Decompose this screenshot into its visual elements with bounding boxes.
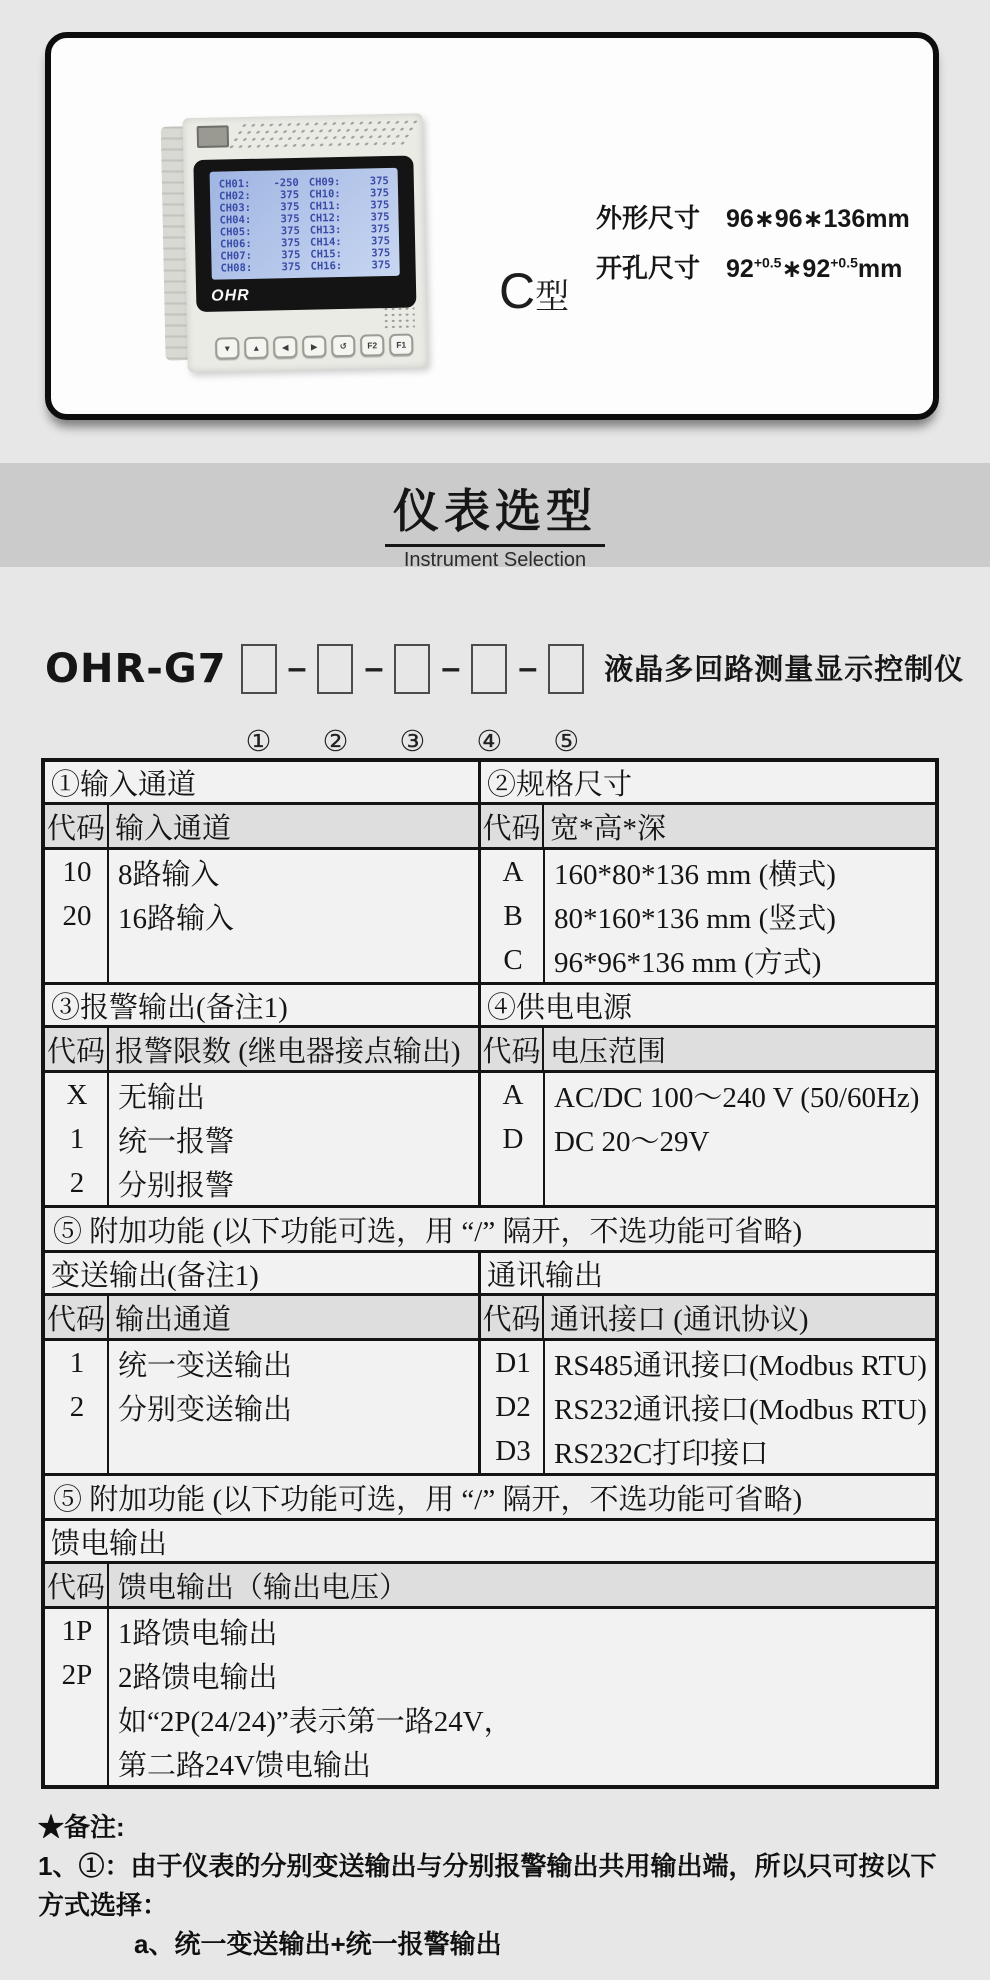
section2-header-row [45,982,935,1025]
model-description: 液晶多回路测量显示控制仪 [604,654,965,686]
feed-output-banner: 馈电输出 [45,1518,935,1561]
table-row: D2 RS232通讯接口(Modbus RTU) [495,1390,927,1426]
lcd-channel: CH08: [220,261,253,275]
device-connector [197,125,229,148]
desc-column-header: 报警限数 (继电器接点输出) [115,1035,461,1068]
device-bezel [193,155,416,312]
section4-header-right: 通讯输出 [478,1253,935,1294]
lcd-channel: CH04: [219,213,252,227]
lcd-channel: CH07: [220,249,253,263]
desc-column-header: 馈电输出（输出电压） [118,1571,409,1604]
section4-left-options [45,1341,478,1473]
model-code-line [45,642,964,759]
circled-number-2: ② [322,726,349,758]
lcd-value: 375 [281,248,301,262]
lcd-value: -250 [273,176,299,190]
lcd-value: 375 [280,200,300,214]
table-row: B 80*160*136 mm (竖式) [503,899,836,935]
table-row: 10 8路输入 [62,855,220,891]
lcd-channel: CH02: [218,189,251,203]
section2-right-options [478,1073,935,1205]
section2-data [45,1070,935,1205]
section-banner [0,463,990,571]
section-subtitle: Instrument Selection [403,549,587,571]
circled-number-4: ④ [476,726,503,758]
product-image [160,105,427,372]
model-code-slot-2 [317,642,353,759]
lcd-value: 375 [280,224,300,238]
model-prefix: OHR-G7 [45,646,227,692]
circled-number-3: ③ [399,726,426,758]
f2-key: F2 [360,334,384,356]
desc-column-header: 通讯接口 (通讯协议) [550,1303,809,1336]
device-keypad [215,334,413,360]
note-line-1: 1、①：由于仪表的分别变送输出与分别报警输出共用输出端，所以只可按以下 [38,1851,937,1881]
model-dash: – [518,649,538,687]
product-card [45,32,939,420]
lcd-left-column [219,177,301,273]
section1-header-row [45,762,935,802]
table-row: 20 16路输入 [62,899,235,935]
table-row: 2P 2路馈电输出 [61,1658,278,1694]
section2-header-right: ④供电电源 [478,985,935,1026]
device-vents [224,118,420,152]
model-code-box [471,644,507,694]
code-column-header: 代码 [45,1028,109,1070]
up-arrow-key-icon: ▲ [244,337,268,359]
lcd-value: 375 [281,260,301,274]
section1-right-options [478,850,935,982]
table-row: 第二路24V馈电输出 [118,1749,371,1782]
lcd-value: 375 [370,234,391,248]
table-row: 1 统一变送输出 [69,1346,293,1382]
table-row: A AC/DC 100～240 V (50/60Hz) [502,1078,920,1114]
section2-left-options [45,1073,478,1205]
section1-subheader-row [45,802,935,847]
code-column-header: 代码 [478,1296,544,1338]
section1-header-left: ①输入通道 [51,769,197,801]
selection-table [41,758,939,1789]
model-type-label: C型 [499,263,570,319]
table-row: A 160*80*136 mm (横式) [502,855,836,891]
model-code-slot-4 [471,642,507,759]
device-lcd [210,168,400,280]
outer-dimension-value: 96∗96∗136mm [726,205,910,233]
section4-header-left: 变送输出(备注1) [51,1260,259,1292]
table-row: C 96*96*136 mm (方式) [503,943,822,979]
lcd-channel: CH11: [309,200,342,213]
lcd-value: 375 [370,222,390,236]
table-row: D3 RS232C打印接口 [495,1434,769,1470]
lcd-channel: CH06: [219,237,252,251]
model-code-slot-5 [548,642,584,759]
model-code-box [241,644,277,694]
code-column-header: 代码 [45,1564,109,1606]
section4-header-row [45,1250,935,1293]
lcd-channel: CH01: [218,177,251,191]
model-code-slot-3 [394,642,430,759]
model-code-box [548,644,584,694]
model-dash: – [441,649,461,687]
section6-subheader-row [45,1561,935,1606]
table-row: 2 分别报警 [69,1166,235,1202]
section1-header-right: ②规格尺寸 [478,762,935,803]
lcd-channel: CH05: [219,225,252,239]
cutout-dimension-row [596,248,936,285]
lcd-right-column [309,175,391,271]
speaker-grille [382,305,414,330]
desc-column-header: 输入通道 [115,812,232,845]
table-row: D1 RS485通讯接口(Modbus RTU) [495,1346,927,1382]
right-arrow-key-icon: ▶ [302,335,326,357]
lcd-channel: CH12: [309,212,342,225]
model-dash: – [287,649,307,687]
lcd-value: 375 [371,258,391,272]
cutout-dimension-value: $92^{+0.5}∗92^{+0.5}mm$ [726,254,903,283]
lcd-channel: CH03: [219,201,252,215]
outer-dimension-row [596,198,936,235]
outer-dimension-label: 外形尺寸 [596,203,701,233]
section1-data [45,847,935,982]
code-column-header: 代码 [478,1028,544,1070]
lcd-channel: CH15: [310,248,343,261]
circled-number-1: ① [245,726,272,758]
model-code-slot-1 [241,642,277,759]
desc-column-header: 输出通道 [115,1303,232,1336]
lcd-value: 375 [371,246,391,260]
lcd-value: 375 [280,236,301,250]
table-row: 1P 1路馈电输出 [61,1614,278,1650]
desc-column-header: 宽*高*深 [550,812,667,845]
f1-key: F1 [389,334,413,356]
lcd-value: 375 [279,188,300,202]
table-row: 1 统一报警 [69,1122,235,1158]
note-line-2: 方式选择： [38,1890,169,1920]
table-row: D DC 20～29V [502,1122,710,1158]
section6-data [45,1606,935,1785]
lcd-value: 375 [369,187,390,200]
section4-data [45,1338,935,1473]
left-arrow-key-icon: ◀ [273,336,297,358]
lcd-channel: CH16: [310,259,343,273]
model-code-box [317,644,353,694]
circled-number-5: ⑤ [553,726,580,758]
brand-logo: OHR [211,286,250,305]
lcd-value: 375 [370,210,390,224]
section6-options [45,1609,935,1785]
device-front-panel [182,113,427,372]
down-arrow-key-icon: ▼ [215,337,239,359]
lcd-channel: CH09: [308,176,341,189]
note-line-3: a、统一变送输出+统一报警输出 [134,1929,502,1959]
section2-header-left: ③报警输出(备注1) [51,992,288,1024]
lcd-value: 375 [280,212,300,226]
code-column-header: 代码 [45,805,109,847]
lcd-channel: CH10: [308,188,341,201]
dimension-specs [596,198,936,298]
section-title: 仪表选型 [385,475,605,547]
code-column-header: 代码 [45,1296,109,1338]
lcd-value: 375 [370,198,390,212]
enter-key-icon: ↺ [331,335,355,357]
section4-right-options [478,1341,935,1473]
desc-column-header: 电压范围 [550,1035,667,1068]
additional-functions-banner-2: ⑤ 附加功能 (以下功能可选，用 “/” 隔开，不选功能可省略) [45,1473,935,1518]
section2-subheader-row [45,1025,935,1070]
model-dash: – [364,649,384,687]
table-row: 如“2P(24/24)”表示第一路24V， [118,1705,513,1738]
table-row: 2 分别变送输出 [69,1390,293,1426]
section1-left-options [45,850,478,982]
cutout-dimension-label: 开孔尺寸 [596,253,701,283]
section4-subheader-row [45,1293,935,1338]
lcd-channel: CH14: [309,236,342,249]
additional-functions-banner-1: ⑤ 附加功能 (以下功能可选，用 “/” 隔开，不选功能可省略) [45,1205,935,1250]
model-code-box [394,644,430,694]
lcd-value: 375 [369,175,389,188]
table-row: X 无输出 [66,1078,206,1114]
code-column-header: 代码 [478,805,544,847]
lcd-channel: CH13: [309,224,342,237]
footnotes [38,1808,954,1964]
note-star: ★备注: [38,1812,125,1842]
